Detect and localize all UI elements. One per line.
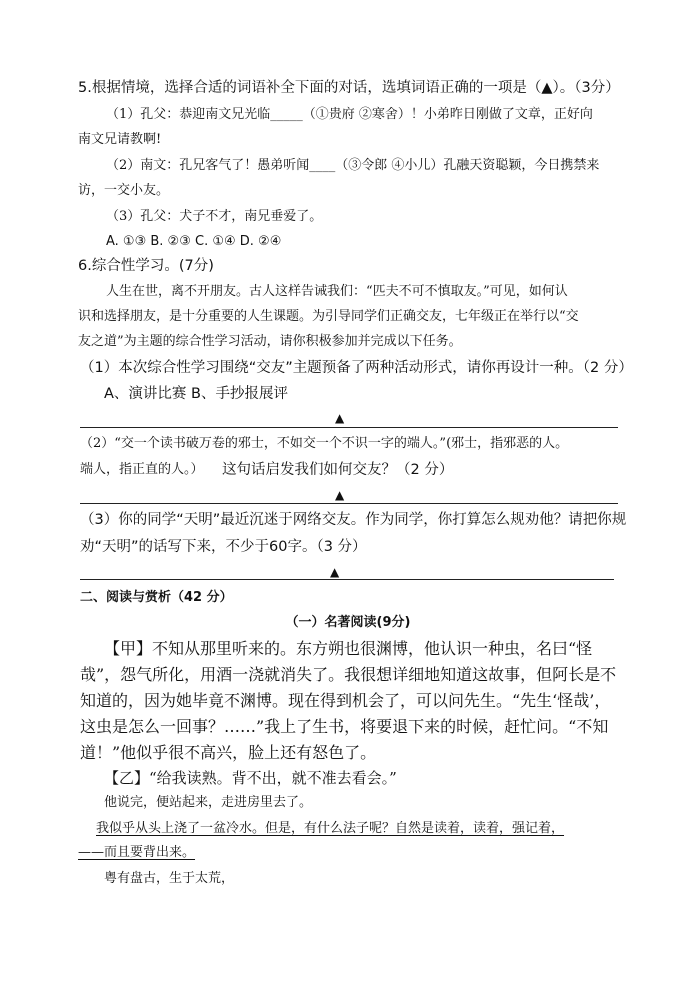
- q6-sub1: （1）本次综合性学习围绕“交友”主题预备了两种活动形式，请你再设计一种。（2 分）: [80, 360, 633, 376]
- yi-line2: 他说完，便站起来，走进房里去了。: [104, 795, 313, 810]
- q5-stem: 5.根据情境，选择合适的词语补全下面的对话，选填词语正确的一项是（▲）。（3分）: [78, 80, 620, 96]
- part2-heading: 二、阅读与赏析（42 分）: [80, 590, 233, 605]
- q6-sub1-options: A、演讲比赛 B、手抄报展评: [104, 386, 288, 402]
- section-title: （一）名著阅读(9分): [285, 615, 411, 630]
- q6-sub3b: 劝“天明”的话写下来，不少于60字。（3 分）: [80, 539, 367, 555]
- q5-line2b: 访，一交小友。: [78, 183, 170, 198]
- q5-line1b: 南文兄请教啊!: [78, 132, 162, 147]
- q6-sub2b-right: 这句话启发我们如何交友？（2 分）: [222, 462, 454, 478]
- yi-line3-underlined: 我似乎从头上浇了一盆冷水。但是，有什么法子呢？自然是读着，读着，强记着，: [96, 821, 565, 836]
- q6-sub2a: （2）“交一个读书破万卷的邪士，不如交一个不识一字的端人。”(邪士，指邪恶的人。: [80, 436, 569, 451]
- q6-stem: 6.综合性学习。(7分): [78, 258, 214, 274]
- yi-line1: 【乙】“给我读熟。背不出，就不准去看会。”: [104, 769, 397, 787]
- q6-intro2: 识和选择朋友，是十分重要的人生课题。为引导同学们正确交友，七年级正在举行以“交: [78, 309, 579, 324]
- answer-mark-3: ▲: [330, 565, 340, 579]
- answer-line-2: [80, 503, 618, 504]
- q6-sub2b-left: 端人，指正直的人。）: [80, 462, 204, 477]
- answer-line-1: [80, 427, 618, 428]
- jia-line3: 知道的，因为她毕竟不渊博。现在得到机会了，可以问先生。“先生‘怪哉’，: [80, 691, 611, 710]
- q5-line3: （3）孔父：犬子不才，南兄垂爱了。: [106, 209, 323, 224]
- yi-line5: 粤有盘古，生于太荒，: [104, 871, 235, 886]
- q6-intro3: 友之道”为主题的综合性学习活动，请你积极参加并完成以下任务。: [78, 334, 462, 349]
- answer-mark-2: ▲: [335, 488, 345, 502]
- jia-line1: 【甲】不知从那里听来的。东方朔也很渊博，他认识一种虫，名曰“怪: [104, 639, 593, 658]
- jia-line2: 哉”，怨气所化，用酒一浇就消失了。我很想详细地知道这故事，但阿长是不: [80, 665, 617, 684]
- q6-intro1: 人生在世，离不开朋友。古人这样告诫我们：“匹夫不可不慎取友。”可见，如何认: [106, 284, 568, 299]
- jia-line4: 这虫是怎么一回事？……”我上了生书，将要退下来的时候，赶忙问。“不知: [80, 717, 609, 736]
- q5-line2a: （2）南文：孔兄客气了！愚弟听闻____（③令郎 ④小儿）孔融天资聪颖，今日携禁来: [106, 158, 600, 173]
- answer-mark-1: ▲: [335, 411, 345, 425]
- q6-sub3a: （3）你的同学“天明”最近沉迷于网络交友。作为同学，你打算怎么规劝他？请把你规: [80, 512, 627, 528]
- answer-line-3: [80, 579, 614, 580]
- q5-options: A. ①③ B. ②③ C. ①④ D. ②④: [106, 234, 282, 249]
- jia-line5: 道！”他似乎很不高兴，脸上还有怒色了。: [80, 743, 377, 762]
- q5-line1a: （1）孔父：恭迎南文兄光临_____（①贵府 ②寒舍）！小弟昨日刚做了文章，正好向: [106, 107, 593, 122]
- yi-line4-underlined: ——而且要背出来。: [78, 845, 196, 860]
